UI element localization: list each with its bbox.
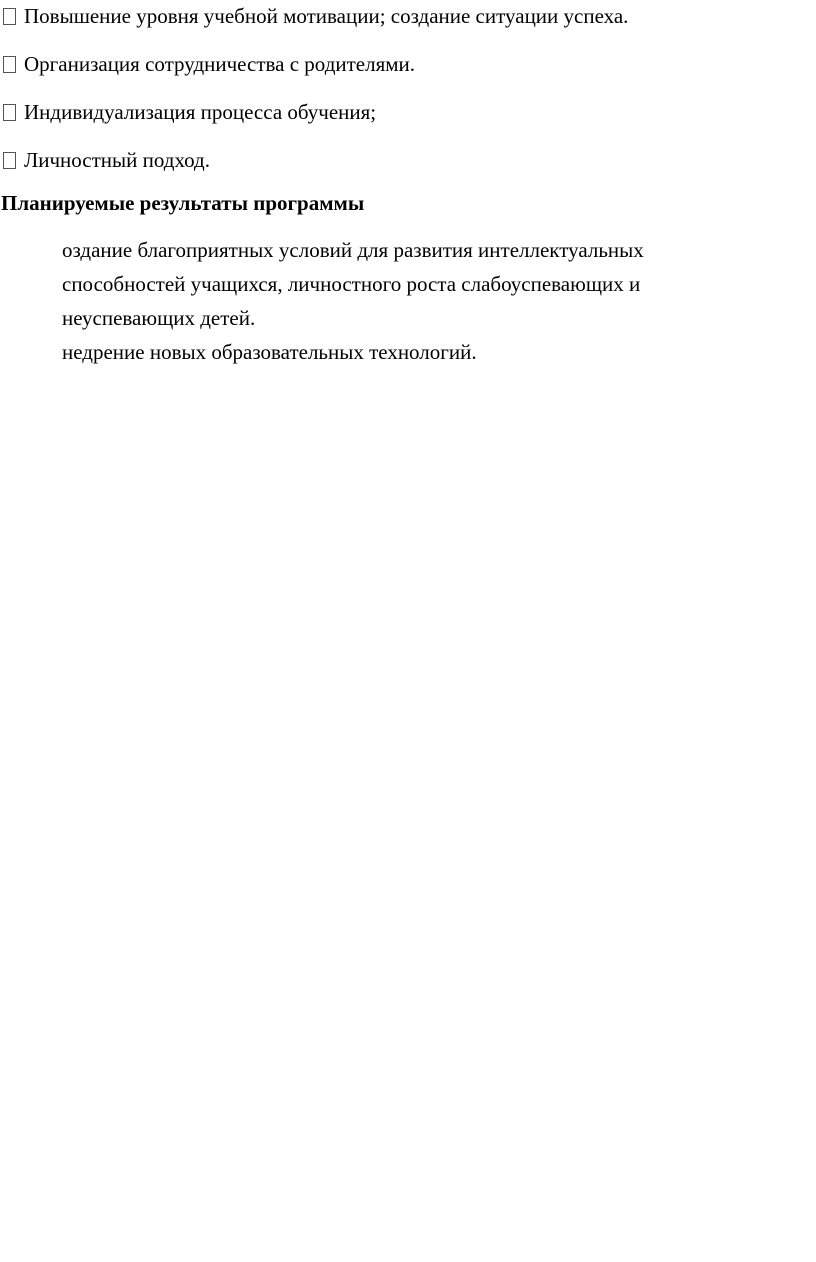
missing-glyph-bullet-icon [3, 152, 16, 169]
list-item-text: Личностный подход. [24, 148, 210, 172]
results-heading: Планируемые результаты программы [1, 191, 365, 215]
bullet-list [3, 1, 803, 193]
results-paragraph: недрение новых образовательных технологий. [62, 340, 477, 364]
missing-glyph-bullet-icon [3, 8, 16, 25]
list-item [3, 145, 803, 193]
results-paragraph: оздание благоприятных условий для развития интеллектуальных способностей учащихся, личностного роста слабоуспевающих и неуспевающих детей. [62, 238, 644, 330]
list-item-text: Индивидуализация процесса обучения; [24, 100, 377, 124]
list-item-text: Повышение уровня учебной мотивации; создание ситуации успеха. [24, 4, 629, 28]
list-item [3, 49, 803, 97]
results-section [62, 233, 762, 369]
list-item [3, 97, 803, 145]
missing-glyph-bullet-icon [3, 104, 16, 121]
list-item-text: Организация сотрудничества с родителями. [24, 52, 416, 76]
missing-glyph-bullet-icon [3, 56, 16, 73]
list-item [3, 1, 803, 49]
